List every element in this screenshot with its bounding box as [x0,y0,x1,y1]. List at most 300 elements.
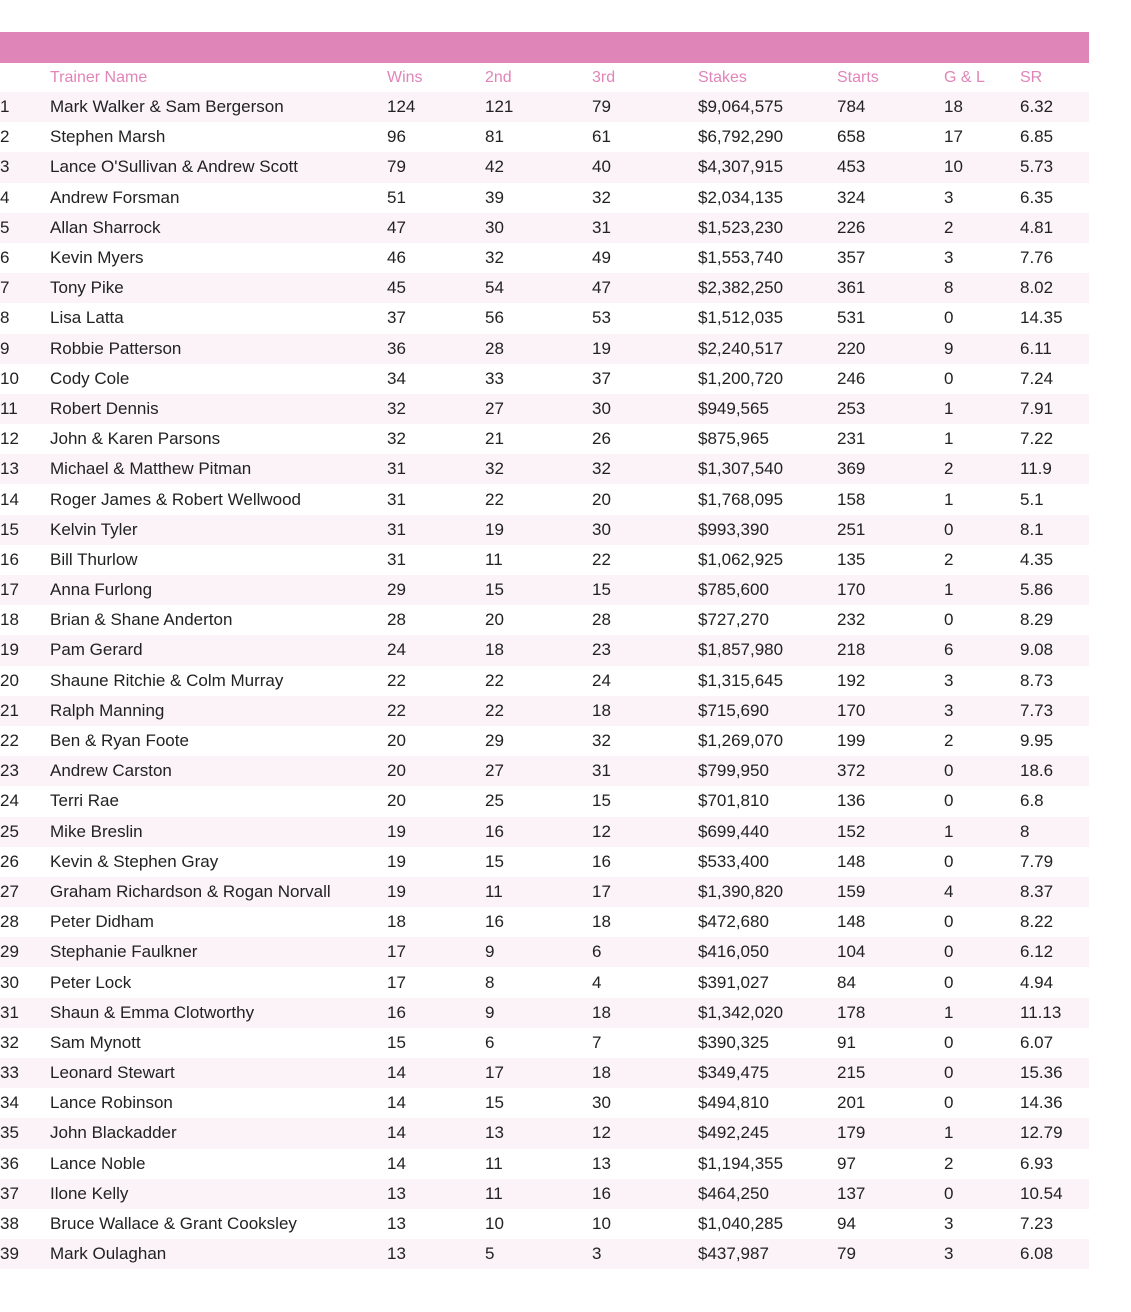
trainer-name-cell: Shaun & Emma Clotworthy [50,1002,255,1022]
starts-cell: 231 [837,429,866,449]
third-cell: 37 [592,368,611,388]
strike-rate-cell: 8.1 [1020,519,1044,539]
rank-cell: 31 [0,1002,19,1022]
third-cell: 23 [592,640,611,660]
rank-cell: 37 [0,1183,19,1203]
strike-rate-cell: 6.11 [1020,338,1052,358]
second-cell: 22 [485,489,504,509]
third-cell: 16 [592,851,611,871]
strike-rate-cell: 7.79 [1020,851,1054,871]
group-listed-cell: 0 [944,308,954,328]
table-row [0,847,1089,877]
rank-cell: 25 [0,821,19,841]
trainer-name-cell: Mark Walker & Sam Bergerson [50,97,284,117]
table-row [0,1118,1089,1148]
third-cell: 32 [592,459,611,479]
wins-cell: 31 [387,549,406,569]
rank-cell: 32 [0,1032,19,1052]
third-column-header: 3rd [592,68,616,86]
trainer-name-cell: Mark Oulaghan [50,1244,167,1264]
starts-cell: 357 [837,248,866,268]
second-cell: 42 [485,157,504,177]
group-listed-cell: 2 [944,549,954,569]
rank-cell: 22 [0,731,19,751]
group-listed-cell: 0 [944,942,954,962]
starts-cell: 361 [837,278,866,298]
trainer-name-cell: Lance O'Sullivan & Andrew Scott [50,157,298,177]
table-row [0,786,1089,816]
second-cell: 16 [485,912,504,932]
group-listed-cell: 0 [944,851,954,871]
group-listed-cell: 17 [944,127,963,147]
third-cell: 40 [592,157,611,177]
trainer-name-cell: Tony Pike [50,278,124,298]
rank-cell: 4 [0,187,10,207]
group-listed-cell: 18 [944,97,963,117]
stakes-cell: $1,194,355 [698,1153,784,1173]
table-row [0,1149,1089,1179]
wins-cell: 19 [387,851,406,871]
starts-cell: 170 [837,580,866,600]
group-listed-cell: 0 [944,610,954,630]
group-listed-cell: 3 [944,700,954,720]
strike-rate-cell: 5.1 [1020,489,1044,509]
table-row [0,243,1089,273]
trainer-name-cell: John & Karen Parsons [50,429,221,449]
strike-rate-cell: 6.93 [1020,1153,1054,1173]
rank-cell: 17 [0,580,19,600]
stakes-cell: $785,600 [698,580,769,600]
group-listed-cell: 0 [944,1093,954,1113]
strike-rate-cell: 7.22 [1020,429,1054,449]
second-cell: 25 [485,791,504,811]
strike-rate-cell: 8.02 [1020,278,1054,298]
stakes-cell: $6,792,290 [698,127,784,147]
stakes-cell: $727,270 [698,610,769,630]
table-row [0,454,1089,484]
second-cell: 28 [485,338,504,358]
second-cell: 6 [485,1032,495,1052]
rank-cell: 7 [0,278,10,298]
table-row [0,756,1089,786]
table-row [0,967,1089,997]
wins-cell: 46 [387,248,406,268]
trainer-name-cell: Andrew Forsman [50,187,180,207]
table-row [0,1209,1089,1239]
strike-rate-cell: 6.07 [1020,1032,1054,1052]
table-row [0,394,1089,424]
trainer-name-cell: Ben & Ryan Foote [50,731,189,751]
rank-cell: 29 [0,942,19,962]
starts-cell: 226 [837,217,866,237]
third-cell: 30 [592,398,611,418]
second-cell: 11 [485,1183,503,1203]
table-row [0,213,1089,243]
table-row [0,92,1089,122]
rank-cell: 13 [0,459,19,479]
table-row [0,1058,1089,1088]
wins-cell: 16 [387,1002,406,1022]
wins-cell: 36 [387,338,406,358]
third-cell: 7 [592,1032,602,1052]
third-cell: 28 [592,610,611,630]
wins-cell: 31 [387,459,406,479]
table-row [0,545,1089,575]
strike-rate-cell: 6.85 [1020,127,1054,147]
trainer-name-cell: Terri Rae [50,791,119,811]
stakes-cell: $416,050 [698,942,769,962]
third-cell: 3 [592,1244,602,1264]
rank-cell: 36 [0,1153,19,1173]
table-row [0,1179,1089,1209]
rank-cell: 19 [0,640,19,660]
rank-cell: 12 [0,429,19,449]
trainer-name-cell: Leonard Stewart [50,1063,175,1083]
trainer-name-cell: Brian & Shane Anderton [50,610,233,630]
third-cell: 12 [592,821,611,841]
second-cell: 15 [485,580,504,600]
starts-cell: 104 [837,942,866,962]
strike-rate-cell: 11.13 [1020,1002,1062,1022]
table-row [0,817,1089,847]
second-cell: 27 [485,761,504,781]
third-cell: 31 [592,761,611,781]
stakes-cell: $1,342,020 [698,1002,784,1022]
group-listed-cell: 9 [944,338,954,358]
wins-cell: 13 [387,1244,406,1264]
second-cell: 15 [485,851,504,871]
group-listed-cell: 3 [944,1214,954,1234]
wins-cell: 14 [387,1123,406,1143]
trainer-name-cell: Lance Noble [50,1153,146,1173]
starts-cell: 324 [837,187,866,207]
stakes-cell: $1,040,285 [698,1214,784,1234]
strike-rate-cell: 6.32 [1020,97,1054,117]
starts-cell: 218 [837,640,866,660]
second-cell: 54 [485,278,504,298]
trainer-name-cell: Cody Cole [50,368,130,388]
third-cell: 17 [592,881,611,901]
rank-cell: 35 [0,1123,19,1143]
second-cell: 11 [485,1153,503,1173]
starts-cell: 159 [837,881,866,901]
wins-cell: 28 [387,610,406,630]
group-listed-cell: 0 [944,368,954,388]
strike-rate-cell: 9.95 [1020,731,1054,751]
wins-cell: 29 [387,580,406,600]
third-cell: 53 [592,308,611,328]
trainer-name-cell: Roger James & Robert Wellwood [50,489,302,509]
wins-cell: 14 [387,1093,406,1113]
wins-cell: 19 [387,881,406,901]
table-row [0,183,1089,213]
third-cell: 18 [592,1002,611,1022]
stakes-cell: $2,240,517 [698,338,784,358]
trainer-name-cell: John Blackadder [50,1123,177,1143]
stakes-cell: $1,512,035 [698,308,784,328]
starts-cell: 201 [837,1093,866,1113]
table-row [0,1088,1089,1118]
starts-cell: 79 [837,1244,856,1264]
wins-cell: 22 [387,700,406,720]
table-row [0,696,1089,726]
wins-cell: 47 [387,217,406,237]
strike-rate-cell: 8.73 [1020,670,1054,690]
group-listed-cell: 0 [944,791,954,811]
group-listed-cell: 6 [944,640,954,660]
strike-rate-cell: 8.22 [1020,912,1054,932]
third-cell: 6 [592,942,602,962]
third-cell: 49 [592,248,611,268]
second-cell: 19 [485,519,504,539]
trainer-name-cell: Stephanie Faulkner [50,942,198,962]
starts-cell: 232 [837,610,866,630]
starts-cell: 253 [837,398,866,418]
stakes-cell: $1,553,740 [698,248,784,268]
header-banner [0,32,1089,63]
group-listed-cell: 8 [944,278,954,298]
stakes-cell: $349,475 [698,1063,769,1083]
starts-cell: 94 [837,1214,856,1234]
trainer-name-cell: Andrew Carston [50,761,172,781]
trainer-name-cell: Robbie Patterson [50,338,182,358]
group-listed-cell: 3 [944,1244,954,1264]
table-row [0,303,1089,333]
table-row [0,273,1089,303]
second-cell: 21 [485,429,504,449]
third-cell: 19 [592,338,611,358]
trainer-name-column-header: Trainer Name [50,68,148,86]
strike-rate-cell: 6.8 [1020,791,1044,811]
strike-rate-cell: 8.29 [1020,610,1054,630]
group-listed-cell: 0 [944,912,954,932]
wins-cell: 124 [387,97,416,117]
table-row [0,484,1089,514]
trainer-name-cell: Allan Sharrock [50,217,161,237]
second-cell: 56 [485,308,504,328]
wins-cell: 18 [387,912,406,932]
trainer-name-cell: Kelvin Tyler [50,519,138,539]
wins-cell: 96 [387,127,406,147]
rank-cell: 23 [0,761,19,781]
stakes-cell: $464,250 [698,1183,769,1203]
second-cell: 22 [485,700,504,720]
third-cell: 61 [592,127,611,147]
second-cell: 30 [485,217,504,237]
group-listed-cell: 1 [944,580,954,600]
wins-cell: 32 [387,429,406,449]
table-row [0,635,1089,665]
wins-cell: 15 [387,1032,406,1052]
group-listed-cell: 1 [944,821,954,841]
rank-cell: 33 [0,1063,19,1083]
second-cell: 9 [485,1002,495,1022]
stakes-cell: $699,440 [698,821,769,841]
trainer-name-cell: Shaune Ritchie & Colm Murray [50,670,284,690]
wins-cell: 45 [387,278,406,298]
third-cell: 30 [592,1093,611,1113]
third-cell: 32 [592,731,611,751]
table-row [0,907,1089,937]
third-cell: 18 [592,700,611,720]
trainer-name-cell: Pam Gerard [50,640,143,660]
starts-cell: 84 [837,972,856,992]
second-cell: 32 [485,248,504,268]
stakes-cell: $993,390 [698,519,769,539]
stakes-cell: $390,325 [698,1032,769,1052]
stakes-cell: $2,382,250 [698,278,784,298]
wins-cell: 20 [387,731,406,751]
strike-rate-column-header: SR [1020,68,1043,86]
stakes-cell: $715,690 [698,700,769,720]
strike-rate-cell: 9.08 [1020,640,1054,660]
table-row [0,726,1089,756]
second-cell: 29 [485,731,504,751]
strike-rate-cell: 7.73 [1020,700,1054,720]
strike-rate-cell: 4.94 [1020,972,1054,992]
starts-cell: 658 [837,127,866,147]
third-cell: 13 [592,1153,611,1173]
second-cell: 39 [485,187,504,207]
strike-rate-cell: 5.86 [1020,580,1054,600]
group-listed-cell: 3 [944,670,954,690]
wins-cell: 31 [387,519,406,539]
strike-rate-cell: 5.73 [1020,157,1054,177]
wins-cell: 19 [387,821,406,841]
rank-cell: 28 [0,912,19,932]
starts-cell: 135 [837,549,866,569]
third-cell: 26 [592,429,611,449]
second-cell: 18 [485,640,504,660]
stakes-column-header: Stakes [698,68,747,86]
stakes-cell: $533,400 [698,851,769,871]
rank-cell: 20 [0,670,19,690]
stakes-cell: $1,768,095 [698,489,784,509]
rank-cell: 16 [0,549,19,569]
stakes-cell: $1,200,720 [698,368,784,388]
stakes-cell: $1,523,230 [698,217,784,237]
rank-cell: 9 [0,338,10,358]
second-cell: 81 [485,127,504,147]
second-cell: 13 [485,1123,504,1143]
third-cell: 10 [592,1214,611,1234]
starts-cell: 179 [837,1123,866,1143]
strike-rate-cell: 14.35 [1020,308,1063,328]
trainer-name-cell: Bill Thurlow [50,549,138,569]
stakes-cell: $1,307,540 [698,459,784,479]
table-row [0,666,1089,696]
second-cell: 8 [485,972,495,992]
second-cell: 16 [485,821,504,841]
strike-rate-cell: 4.81 [1020,217,1054,237]
wins-cell: 32 [387,398,406,418]
stakes-cell: $437,987 [698,1244,769,1264]
rank-cell: 5 [0,217,10,237]
wins-cell: 14 [387,1063,406,1083]
group-listed-cell: 3 [944,187,954,207]
rank-cell: 8 [0,308,10,328]
stakes-cell: $1,062,925 [698,549,784,569]
strike-rate-cell: 6.12 [1020,942,1054,962]
starts-cell: 97 [837,1153,856,1173]
second-cell: 11 [485,549,503,569]
second-cell: 11 [485,881,503,901]
trainer-name-cell: Anna Furlong [50,580,153,600]
second-column-header: 2nd [485,68,512,86]
rank-column-header [0,63,50,92]
second-cell: 9 [485,942,495,962]
group-listed-cell: 0 [944,1032,954,1052]
strike-rate-cell: 18.6 [1020,761,1054,781]
rank-cell: 34 [0,1093,19,1113]
trainer-name-cell: Peter Lock [50,972,132,992]
wins-cell: 17 [387,972,406,992]
third-cell: 15 [592,791,611,811]
stakes-cell: $701,810 [698,791,769,811]
second-cell: 22 [485,670,504,690]
wins-column-header: Wins [387,68,423,86]
wins-cell: 31 [387,489,406,509]
third-cell: 79 [592,97,611,117]
stakes-cell: $949,565 [698,398,769,418]
wins-cell: 24 [387,640,406,660]
stakes-cell: $9,064,575 [698,97,784,117]
group-listed-cell: 2 [944,459,954,479]
trainer-stats-table [0,63,1089,1269]
trainer-name-cell: Peter Didham [50,912,154,932]
trainer-name-cell: Robert Dennis [50,398,159,418]
third-cell: 18 [592,912,611,932]
group-listed-cell: 0 [944,761,954,781]
starts-cell: 246 [837,368,866,388]
rank-cell: 27 [0,881,19,901]
starts-cell: 199 [837,731,866,751]
trainer-name-cell: Michael & Matthew Pitman [50,459,252,479]
trainer-name-cell: Sam Mynott [50,1032,141,1052]
stakes-cell: $492,245 [698,1123,769,1143]
starts-cell: 170 [837,700,866,720]
starts-cell: 158 [837,489,866,509]
stakes-cell: $1,857,980 [698,640,784,660]
wins-cell: 22 [387,670,406,690]
strike-rate-cell: 7.76 [1020,248,1054,268]
strike-rate-cell: 6.35 [1020,187,1054,207]
third-cell: 22 [592,549,611,569]
wins-cell: 79 [387,157,406,177]
strike-rate-cell: 12.79 [1020,1123,1063,1143]
table-row [0,515,1089,545]
third-cell: 20 [592,489,611,509]
starts-cell: 148 [837,912,866,932]
wins-cell: 17 [387,942,406,962]
trainer-name-cell: Ilone Kelly [50,1183,129,1203]
strike-rate-cell: 4.35 [1020,549,1054,569]
table-row [0,575,1089,605]
table-row [0,424,1089,454]
table-row [0,364,1089,394]
third-cell: 16 [592,1183,611,1203]
table-row [0,122,1089,152]
rank-cell: 10 [0,368,19,388]
stakes-cell: $4,307,915 [698,157,784,177]
group-listed-cell: 4 [944,881,954,901]
wins-cell: 13 [387,1214,406,1234]
table-row [0,1239,1089,1269]
starts-cell: 137 [837,1183,866,1203]
rank-cell: 3 [0,157,10,177]
rank-cell: 39 [0,1244,19,1264]
trainer-name-cell: Bruce Wallace & Grant Cooksley [50,1214,297,1234]
